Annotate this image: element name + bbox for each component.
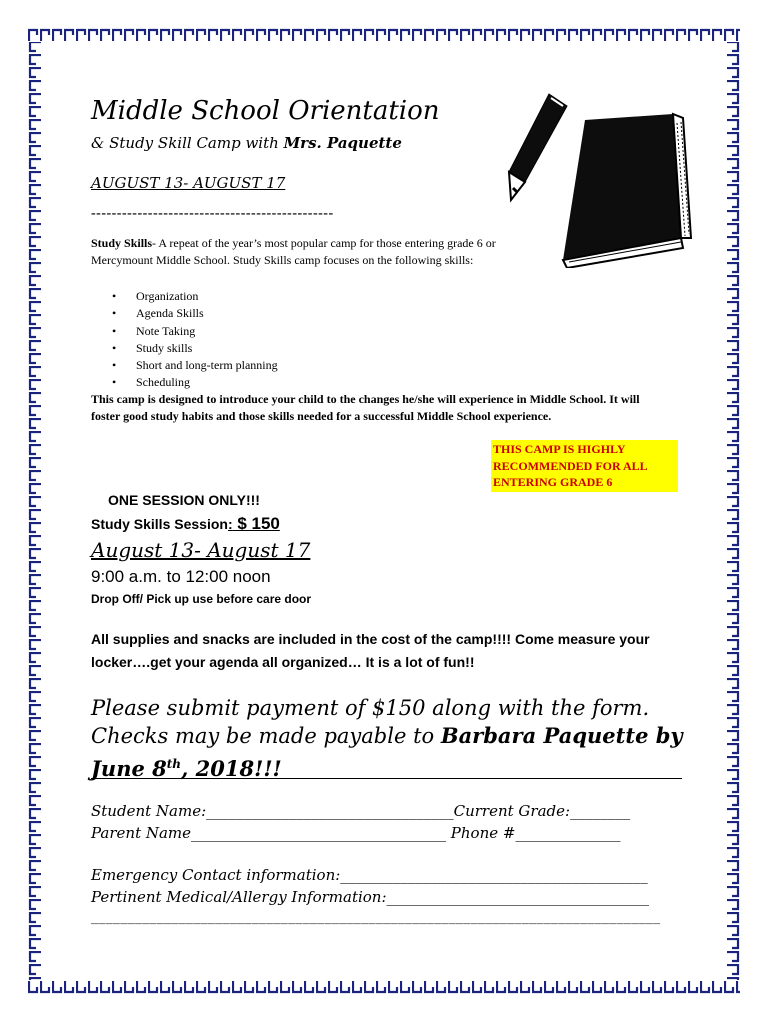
blank-line-field[interactable]: ______________________________________________________________________________ [91, 909, 661, 925]
pencil-icon [509, 94, 567, 200]
list-item: • Organization [112, 288, 278, 305]
dropoff-note: Drop Off/ Pick up use before care door [91, 592, 312, 606]
border-bottom [28, 980, 740, 994]
camp-dates-heading: AUGUST 13- AUGUST 17 [91, 174, 286, 192]
recommendation-callout: THIS CAMP IS HIGHLY RECOMMENDED FOR ALL ENTERING GRADE 6 [491, 440, 678, 492]
student-name-field[interactable]: Student Name:_________________________________Current Grade:________ [91, 802, 631, 820]
emergency-contact-field[interactable]: Emergency Contact information:_________________________________________ [91, 866, 648, 884]
payment-line-2 [91, 722, 691, 750]
list-item: • Scheduling [112, 374, 278, 391]
deadline-prefix: June 8 [91, 756, 167, 781]
payment-line-2-prefix: Checks may be made payable to [91, 724, 441, 748]
intro-lead: Study Skills [91, 236, 153, 250]
list-item: • Agenda Skills [112, 305, 278, 322]
subtitle [91, 134, 402, 152]
border-left [28, 28, 42, 994]
session-time: 9:00 a.m. to 12:00 noon [91, 567, 271, 586]
subtitle-prefix: & Study Skill Camp with [91, 134, 284, 152]
session-label: Study Skills Session [91, 516, 228, 532]
list-item: • Short and long-term planning [112, 357, 278, 374]
payee-name: Barbara Paquette by [440, 723, 683, 748]
parent-name-field[interactable]: Parent Name__________________________________ Phone #______________ [91, 824, 621, 842]
one-session-notice: ONE SESSION ONLY!!! [108, 492, 260, 508]
session-dates: August 13- August 17 [91, 538, 311, 562]
page-title: Middle School Orientation [91, 96, 440, 126]
deadline-superscript: th [166, 757, 182, 771]
session-price: $ 150 [232, 514, 280, 533]
purpose-paragraph: This camp is designed to introduce your child to the changes he/she will experience in Middle School. It will foster good study habits and those skills needed for a successful Middle School experience. [91, 392, 640, 423]
list-item: • Note Taking [112, 323, 278, 340]
session-colon: : [227, 516, 233, 532]
intro-paragraph [91, 235, 511, 269]
book-icon [563, 114, 691, 268]
payment-instructions [91, 694, 691, 783]
intro-text: - A repeat of the year’s most popular camp for those entering grade 6 or Mercymount Middle School. Study Skills camp focuses on the following skills: [91, 236, 496, 267]
payment-line-1: Please submit payment of $150 along with the form. [91, 696, 650, 720]
pencil-and-book-clipart [505, 88, 693, 268]
deadline-suffix: , 2018!!! [181, 756, 282, 781]
list-item: • Study skills [112, 340, 278, 357]
border-right [726, 28, 740, 994]
payment-rule [91, 778, 682, 779]
divider-dashes: ----------------------------------------------- [91, 206, 334, 221]
session-price-line [91, 514, 280, 534]
teacher-name: Mrs. Paquette [283, 134, 402, 152]
skills-list [112, 288, 278, 392]
medical-info-field[interactable]: Pertinent Medical/Allergy Information:___________________________________ [91, 888, 650, 906]
supplies-paragraph: All supplies and snacks are included in the cost of the camp!!!! Come measure your locker….get your agenda all organized… It is a lot of fun!! [91, 631, 650, 670]
border-top [28, 28, 740, 42]
